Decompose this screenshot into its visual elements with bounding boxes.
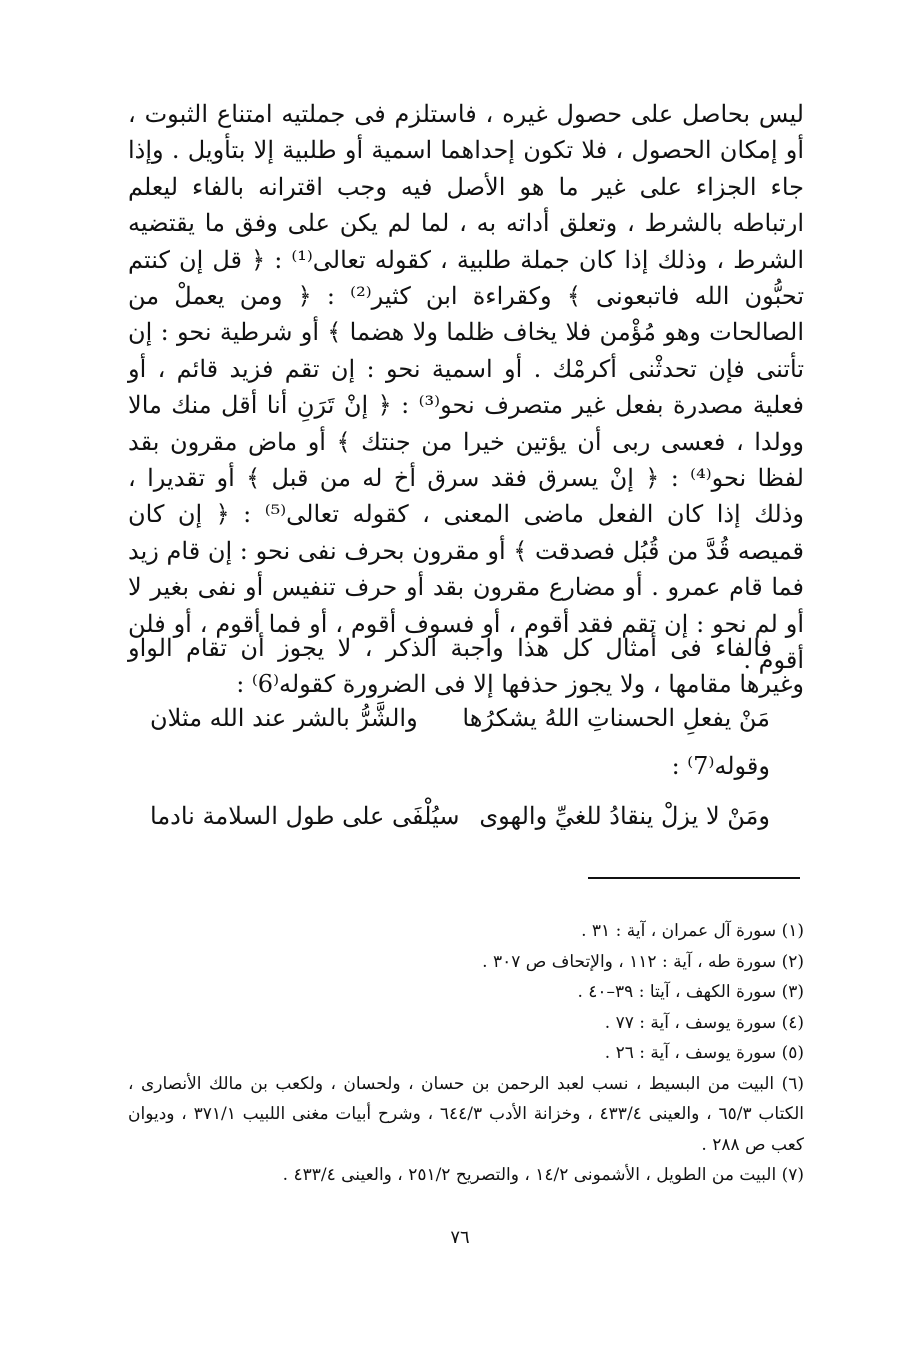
verse-2-second-hemistich: سيُلْفَى على طول السلامة نادما — [150, 802, 460, 830]
main-paragraph — [128, 96, 804, 679]
paragraph-2: فالفاء فى أمثال كل هذا واجبة الذكر ، لا يجوز أن تقام الواو وغيرها مقامها ، ولا يجوز حذفها إلا فى الضرورة كقوله⁽6⁾ : — [128, 634, 804, 698]
poetry-verse-2 — [150, 798, 770, 834]
footnote-5: (٥) سورة يوسف ، آية : ٢٦ . — [604, 1043, 804, 1063]
footnote-4: (٤) سورة يوسف ، آية : ٧٧ . — [604, 1012, 804, 1033]
page-number: ٧٦ — [450, 1227, 470, 1248]
verse-1-second-hemistich: والشَّرُّ بالشر عند الله مثلان — [150, 704, 418, 732]
poetry-verse-1 — [150, 700, 770, 736]
footnotes — [128, 916, 804, 1191]
footnote-3: (٣) سورة الكهف ، آيتا : ٣٩–٤٠ . — [577, 982, 804, 1002]
verse-2-intro: وقوله⁽7⁾ : — [671, 752, 770, 780]
footnote-separator — [588, 877, 800, 879]
paragraph-1: ليس بحاصل على حصول غيره ، فاستلزم فى جملتيه امتناع الثبوت ، أو إمكان الحصول ، فلا تكون إحداهما اسمية أو طلبية إلا بتأويل . وإذا جاء الجزاء على غير ما هو الأصل فيه وجب اقترانه بالفاء ليعلم ارتباطه بالشرط ، وتعلق أداته به ، لما لم يكن على وفق ما يقتضيه الشرط ، وذلك إذا كان جملة طلبية ، كقوله تعالى⁽¹⁾ : ﴿ قل إن كنتم تحبُّون الله فاتبعونى ﴾ وكقراءة ابن كثير⁽²⁾ : ﴿ ومن يعملْ من الصالحات وهو مُؤْمن فلا يخاف ظلما ولا هضما ﴾ أو شرطية نحو : إن تأتنى فإن تحدثْنى أكرمْك . أو اسمية نحو : إن تقم فزيد قائم ، أو فعلية مصدرة بفعل غير متصرف نحو⁽³⁾ : ﴿ إنْ تَرَنِ أنا أقل منك مالا وولدا ، فعسى ربى أن يؤتين خيرا من جنتك ﴾ أو ماض مقرون بقد لفظا نحو⁽⁴⁾ : ﴿ إنْ يسرق فقد سرق أخ له من قبل ﴾ أو تقديرا ، وذلك إذا كان الفعل ماضى المعنى ، كقوله تعالى⁽⁵⁾ : ﴿ إن كان قميصه قُدَّ من قُبُل فصدقت ﴾ أو مقرون بحرف نفى نحو : إن قام زيد فما قام عمرو . أو مضارع مقرون بقد أو حرف تنفيس أو نفى بغير لا أو لم نحو : إن تقم فقد أقوم ، أو فسوف أقوم ، أو فما أقوم ، أو فلن أقوم . — [128, 100, 805, 675]
second-paragraph — [128, 630, 804, 702]
footnote-6: (٦) البيت من البسيط ، نسب لعبد الرحمن بن حسان ، ولحسان ، ولكعب بن مالك الأنصارى ، الكتاب ٦٥/٣ ، والعينى ٤٣٣/٤ ، وخزانة الأدب ٦٤٤/٣ ، وشرح أبيات مغنى اللبيب ٣٧١/١ ، وديوان كعب ص ٢٨٨ . — [128, 1073, 805, 1155]
footnote-7: (٧) البيت من الطويل ، الأشمونى ١٤/٢ ، والتصريح ٢٥١/٢ ، والعينى ٤٣٣/٤ . — [282, 1165, 804, 1185]
verse-2-first-hemistich: ومَنْ لا يزلْ ينقادُ للغيِّ والهوى — [479, 802, 770, 830]
footnote-1: (١) سورة آل عمران ، آية : ٣١ . — [581, 921, 804, 941]
footnote-2: (٢) سورة طه ، آية : ١١٢ ، والإتحاف ص ٣٠٧ . — [482, 951, 804, 972]
verse-1-first-hemistich: مَنْ يفعلِ الحسناتِ اللهُ يشكرُها — [462, 704, 770, 732]
